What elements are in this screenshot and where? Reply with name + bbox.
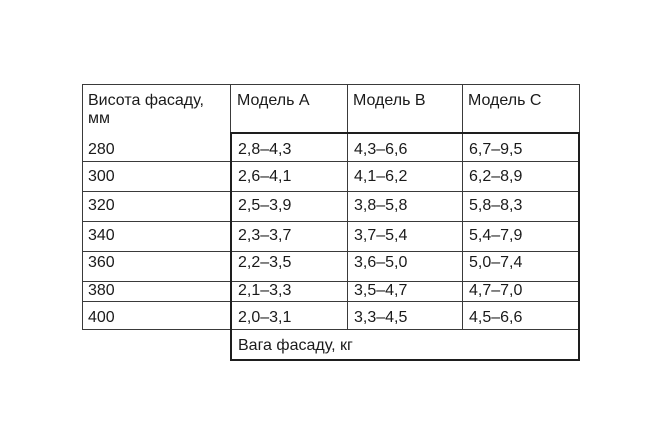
model-c-cell: 6,7–9,5 [469, 141, 523, 158]
model-b-cell: 3,8–5,8 [354, 197, 408, 214]
row-height-cell: 400 [88, 309, 115, 326]
model-c-cell: 5,8–8,3 [469, 197, 523, 214]
row-height-cell: 340 [88, 227, 115, 244]
row-height-cell: 280 [88, 141, 115, 158]
header-height-label [88, 92, 204, 128]
model-a-cell: 2,3–3,7 [238, 227, 292, 244]
header-height-line1: Висота фасаду, [88, 92, 204, 109]
model-b-cell: 3,7–5,4 [354, 227, 408, 244]
model-a-cell: 2,1–3,3 [238, 282, 292, 299]
model-b-cell: 4,3–6,6 [354, 141, 408, 158]
model-a-cell: 2,8–4,3 [238, 141, 292, 158]
model-a-cell: 2,6–4,1 [238, 168, 292, 185]
model-c-cell: 4,7–7,0 [469, 282, 523, 299]
row-height-cell: 320 [88, 197, 115, 214]
header-model-b: Модель В [353, 92, 426, 109]
row-height-cell: 300 [88, 168, 115, 185]
model-b-cell: 3,3–4,5 [354, 309, 408, 326]
model-a-cell: 2,5–3,9 [238, 197, 292, 214]
model-a-cell: 2,0–3,1 [238, 309, 292, 326]
header-model-a: Модель А [237, 92, 310, 109]
model-c-cell: 5,4–7,9 [469, 227, 523, 244]
model-b-cell: 3,6–5,0 [354, 254, 408, 271]
header-model-c: Модель С [468, 92, 542, 109]
model-b-cell: 4,1–6,2 [354, 168, 408, 185]
model-c-cell: 4,5–6,6 [469, 309, 523, 326]
facade-weight-table [82, 84, 580, 361]
row-height-cell: 360 [88, 254, 115, 271]
weight-unit-caption: Вага фасаду, кг [238, 337, 353, 354]
row-height-cell: 380 [88, 282, 115, 299]
model-b-cell: 3,5–4,7 [354, 282, 408, 299]
model-c-cell: 6,2–8,9 [469, 168, 523, 185]
model-c-cell: 5,0–7,4 [469, 254, 523, 271]
header-height-line2: мм [88, 110, 110, 127]
model-a-cell: 2,2–3,5 [238, 254, 292, 271]
